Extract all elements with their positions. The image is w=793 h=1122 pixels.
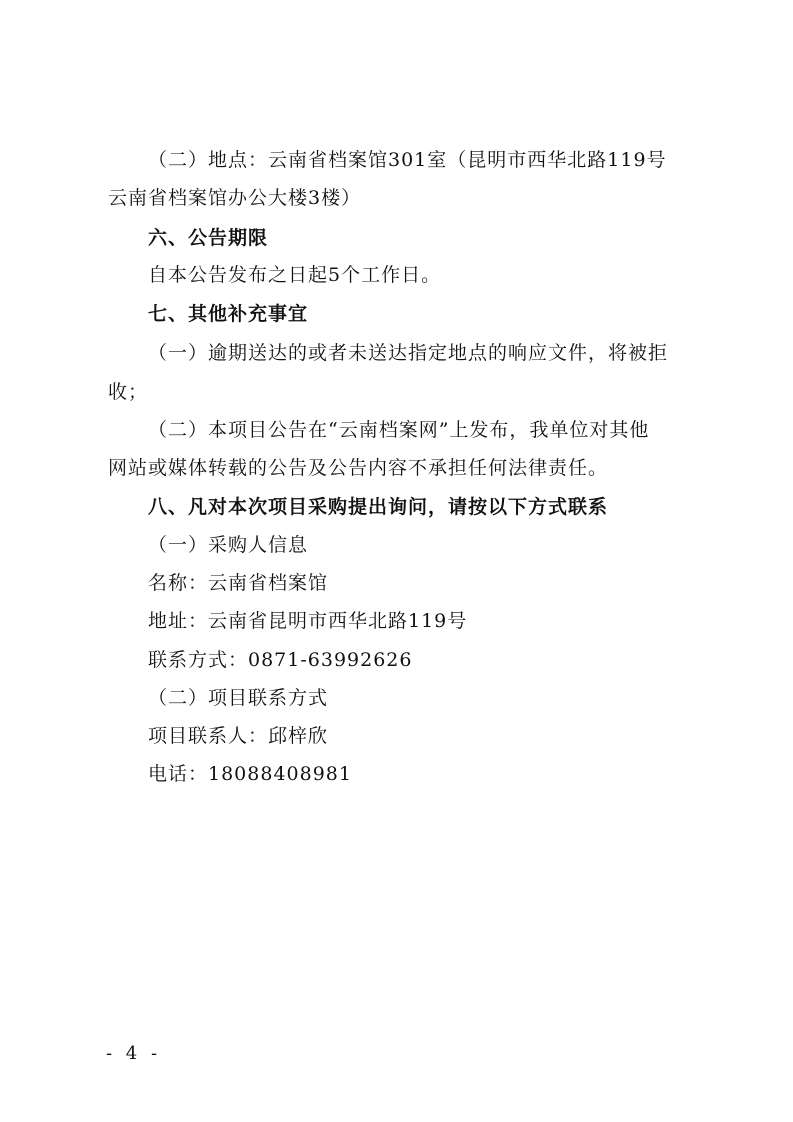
purchaser-contact: 联系方式：0871-63992626: [148, 649, 413, 671]
purchaser-name: 名称：云南省档案馆: [148, 572, 329, 594]
page-number: - 4 -: [106, 1043, 162, 1064]
section-7-heading: 七、其他补充事宜: [148, 303, 309, 325]
location-line-1: （二）地点：云南省档案馆301室（昆明市西华北路119号: [148, 149, 667, 171]
purchaser-address: 地址：云南省昆明市西华北路119号: [148, 610, 468, 632]
project-contact-phone: 电话：18088408981: [148, 763, 352, 785]
project-contact-heading: （二）项目联系方式: [148, 687, 329, 709]
project-contact-person: 项目联系人：邱梓欣: [148, 725, 329, 747]
location-line-2: 云南省档案馆办公大楼3楼）: [108, 187, 362, 209]
purchaser-heading: （一）采购人信息: [148, 534, 309, 556]
section-6-heading: 六、公告期限: [148, 227, 269, 249]
item-2-line-1: （二）本项目公告在“云南档案网”上发布，我单位对其他: [148, 419, 650, 441]
item-1-line-2: 收；: [108, 381, 149, 403]
section-6-text: 自本公告发布之日起5个工作日。: [148, 264, 442, 286]
item-2-line-2: 网站或媒体转载的公告及公告内容不承担任何法律责任。: [108, 457, 609, 479]
section-8-heading: 八、凡对本次项目采购提出询问，请按以下方式联系: [148, 496, 609, 518]
item-1-line-1: （一）逾期送达的或者未送达指定地点的响应文件，将被拒: [148, 342, 669, 364]
